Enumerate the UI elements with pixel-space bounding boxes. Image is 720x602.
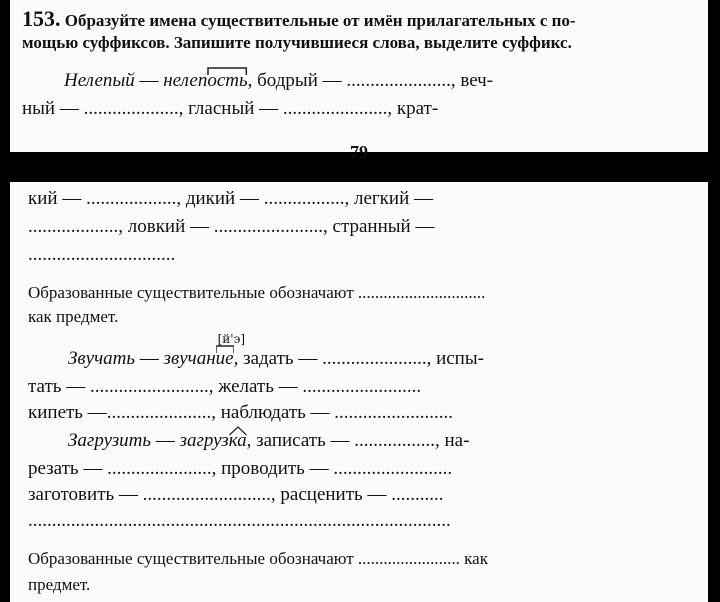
example-3-verb: Загрузить: [68, 430, 152, 451]
example-2-dash: —: [135, 348, 164, 369]
bottom-line-3: ...............................: [28, 244, 176, 265]
example-noun-suffix: ость: [207, 70, 247, 91]
example-adjective: Нелепый: [64, 70, 135, 91]
bottom-page: [10, 182, 708, 602]
suffix-mark: [207, 60, 247, 70]
task-line-1: [22, 8, 708, 32]
example-2-noun-suffix: ие [й'э]: [216, 348, 234, 369]
bottom-line-8: резать — ......................, проводить — .........................: [28, 458, 453, 479]
example-line-1-rest: , бодрый — ......................, веч-: [247, 70, 494, 91]
summary-2-line-1: Образованные существительные обозначают ........................ как: [28, 549, 488, 568]
page-number: 79: [350, 142, 368, 162]
summary-1-line-1: Образованные существительные обозначают ..............................: [28, 283, 486, 302]
example-3-dash: —: [151, 430, 180, 451]
example-line-3: [68, 430, 708, 452]
example-2-noun-root: звучан: [163, 348, 216, 369]
example-noun-root: нелеп: [163, 70, 208, 91]
suffix-mark-3: [229, 420, 247, 430]
example-3-noun-suffix: ка: [229, 430, 247, 451]
exercise-number: 153.: [22, 6, 61, 31]
bottom-line-6: кипеть —......................, наблюдать — .........................: [28, 402, 454, 423]
example-line-1: [64, 70, 708, 92]
example-line-3-rest: , записать — ................., на-: [246, 430, 470, 451]
example-line-2-rest: , задать — ......................, испы-: [233, 348, 484, 369]
task-text-1: Образуйте имена существительные от имён прилагательных с по-: [60, 11, 576, 30]
bottom-line-5: тать — ........................., желать — .........................: [28, 376, 422, 397]
bottom-line-10: .........................................................................................: [28, 510, 451, 531]
example-line-2: [68, 332, 708, 370]
bottom-line-9: заготовить — ..........................., расценить — ...........: [28, 484, 444, 505]
top-page: [10, 0, 708, 162]
bottom-line-1: кий — ..................., дикий — ................., легкий —: [28, 188, 433, 209]
transcription: [й'э]: [217, 332, 246, 346]
task-line-2: мощью суффиксов. Запишите получившиеся слова, выделите суффикс.: [22, 33, 572, 52]
summary-2-line-2: предмет.: [28, 575, 91, 594]
summary-1-line-2: как предмет.: [28, 307, 119, 326]
bottom-line-2: ..................., ловкий — ......................., странный —: [28, 216, 435, 237]
example-2-verb: Звучать: [68, 348, 136, 369]
example-dash: —: [134, 70, 164, 91]
top-line-4: ный — ...................., гласный — ......................, крат-: [22, 98, 439, 119]
example-3-noun-root: загруз: [179, 430, 229, 451]
